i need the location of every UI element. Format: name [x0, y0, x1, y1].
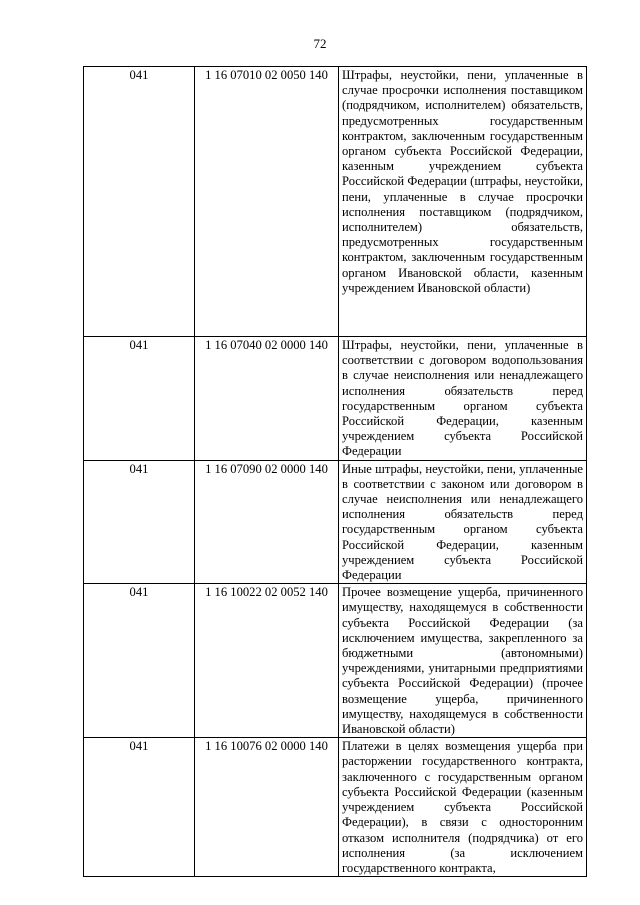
- budget-code-cell: 1 16 07010 02 0050 140: [195, 67, 339, 337]
- admin-code-cell: 041: [84, 67, 195, 337]
- description-cell: Штрафы, неустойки, пени, уплаченные в случае просрочки исполнения поставщиком (подрядчиком, исполнителем) обязательств, предусмотренных государственным контрактом, заключенным государственным органом субъекта Российской Федерации, казенным учреждением субъекта Российской Федерации (штрафы, неустойки, пени, уплаченные в случае просрочки исполнения поставщиком (подрядчиком, исполнителем) обязательств, предусмотренных государственным контрактом, заключенным государственным органом Ивановской области, казенным учреждением Ивановской области): [339, 67, 587, 337]
- page-number: 72: [313, 36, 327, 51]
- admin-code-cell: 041: [84, 460, 195, 584]
- description-cell: Штрафы, неустойки, пени, уплаченные в соответствии с договором водопользования в случае неисполнения или ненадлежащего исполнения обязательств перед государственным органом субъекта Российской Федерации, казенным учреждением субъекта Российской Федерации: [339, 337, 587, 461]
- admin-code-cell: 041: [84, 337, 195, 461]
- table-row: [84, 460, 587, 584]
- description-cell: Иные штрафы, неустойки, пени, уплаченные в соответствии с законом или договором в случае неисполнения или ненадлежащего исполнения обязательств перед государственным органом субъекта Российской Федерации, казенным учреждением субъекта Российской Федерации: [339, 460, 587, 584]
- table-row: [84, 67, 587, 337]
- admin-code-cell: 041: [84, 584, 195, 738]
- budget-code-cell: 1 16 10076 02 0000 140: [195, 738, 339, 877]
- budget-code-cell: 1 16 10022 02 0052 140: [195, 584, 339, 738]
- budget-code-cell: 1 16 07090 02 0000 140: [195, 460, 339, 584]
- budget-code-cell: 1 16 07040 02 0000 140: [195, 337, 339, 461]
- description-cell: Платежи в целях возмещения ущерба при расторжении государственного контракта, заключенного с государственным органом субъекта Российской Федерации (казенным учреждением субъекта Российской Федерации), в связи с односторонним отказом исполнителя (подрядчика) от его исполнения (за исключением государственного контракта,: [339, 738, 587, 877]
- description-cell: Прочее возмещение ущерба, причиненного имуществу, находящемуся в собственности субъекта Российской Федерации (за исключением имущества, закрепленного за бюджетными (автономными) учреждениями, унитарными предприятиями субъекта Российской Федерации) (прочее возмещение ущерба, причиненного имуществу, находящемуся в собственности Ивановской области): [339, 584, 587, 738]
- revenue-codes-table: [83, 66, 587, 877]
- table-row: [84, 584, 587, 738]
- table-row: [84, 337, 587, 461]
- table-row: [84, 738, 587, 877]
- admin-code-cell: 041: [84, 738, 195, 877]
